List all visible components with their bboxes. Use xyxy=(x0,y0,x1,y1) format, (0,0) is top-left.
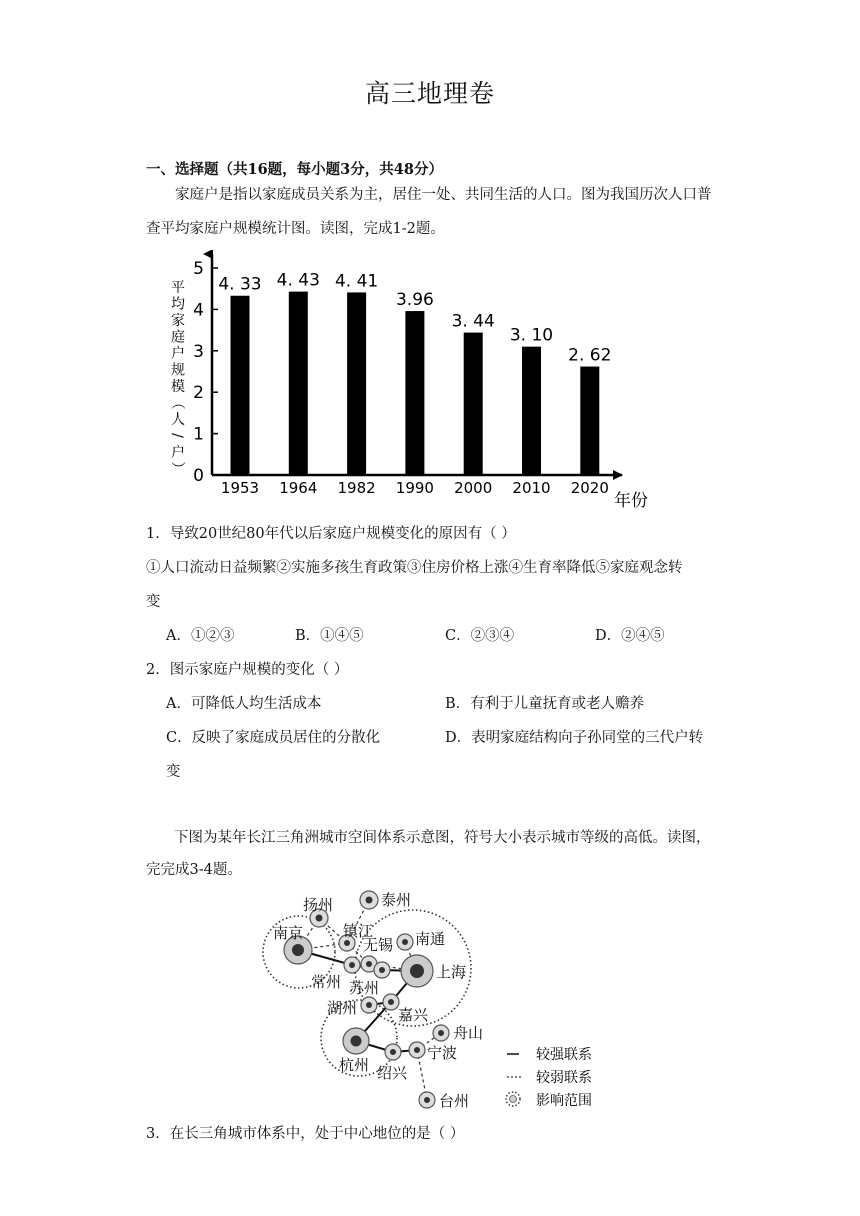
city-taizhou-js xyxy=(360,891,378,909)
intro-paragraph-2-cont: 完完成3-4题。 xyxy=(146,862,242,878)
label-yangzhou: 扬州 xyxy=(303,896,334,914)
yrd-city-map xyxy=(255,880,615,1116)
label-suzhou: 苏州 xyxy=(349,979,380,997)
city-jiaxing xyxy=(383,994,399,1010)
legend-weak: 较弱联系 xyxy=(536,1070,592,1086)
y-tick-label: 0 xyxy=(193,466,204,486)
y-axis-label-char: 庭 xyxy=(171,329,185,346)
label-nantong: 南通 xyxy=(415,930,446,948)
label-shaoxing: 绍兴 xyxy=(377,1064,408,1082)
section-heading: 一、选择题（共16题，每小题3分，共48分） xyxy=(146,161,443,178)
q2-stem: 2．图示家庭户规模的变化（ ） xyxy=(146,662,349,678)
label-hangzhou: 杭州 xyxy=(339,1056,370,1074)
bar-value-label: 4. 33 xyxy=(218,274,262,295)
bar-2020 xyxy=(580,367,599,475)
y-tick-label: 4 xyxy=(193,300,204,321)
y-axis-label-char: 规 xyxy=(171,362,185,379)
y-axis-label-char: 平 xyxy=(171,280,185,296)
household-size-chart xyxy=(160,250,660,512)
x-tick-label: 1953 xyxy=(220,479,260,497)
q1-option-d[interactable]: D．②④⑤ xyxy=(595,628,665,644)
y-axis-label-char: 户 xyxy=(171,346,185,362)
q1-stem: 1．导致20世纪80年代以后家庭户规模变化的原因有（ ） xyxy=(146,526,516,542)
x-tick-label: 2000 xyxy=(454,479,493,497)
x-tick-label: 2010 xyxy=(512,479,551,497)
x-tick-label: 1990 xyxy=(395,479,434,497)
city-ningbo xyxy=(409,1042,425,1058)
bar-1964 xyxy=(289,292,308,475)
q1-option-c[interactable]: C．②③④ xyxy=(445,628,515,644)
q2-option-c[interactable]: C．反映了家庭成员居住的分散化 xyxy=(166,730,381,746)
q2-option-b[interactable]: B．有利于儿童抚育或老人赡养 xyxy=(445,696,645,712)
city-nantong xyxy=(397,934,413,950)
label-zhoushan: 舟山 xyxy=(453,1024,484,1042)
label-ningbo: 宁波 xyxy=(427,1044,458,1062)
bar-value-label: 4. 43 xyxy=(276,270,320,291)
x-tick-label: 1964 xyxy=(279,479,318,497)
q1-option-a[interactable]: A．①②③ xyxy=(166,628,235,644)
bar-2000 xyxy=(464,333,483,475)
bar-value-label: 2. 62 xyxy=(568,345,612,366)
q2-option-a[interactable]: A．可降低人均生活成本 xyxy=(166,696,322,712)
y-tick-label: 3 xyxy=(193,341,204,362)
bar-value-label: 3.96 xyxy=(395,290,434,311)
map-legend xyxy=(506,1047,592,1109)
city-taizhou-zj xyxy=(419,1092,435,1108)
x-tick-label: 1982 xyxy=(337,479,376,497)
y-axis-label-char: 户 xyxy=(171,445,185,461)
city-shanghai xyxy=(401,955,433,987)
y-axis-label-char: 人 xyxy=(171,412,185,428)
city-hangzhou xyxy=(343,1028,369,1054)
label-wuxi: 无锡 xyxy=(363,936,394,954)
label-changzhou: 常州 xyxy=(311,973,342,991)
city-changzhou xyxy=(344,957,360,973)
label-jiaxing: 嘉兴 xyxy=(398,1006,429,1024)
bar-2010 xyxy=(522,347,541,475)
intro-paragraph-2: 下图为某年长江三角洲城市空间体系示意图，符号大小表示城市等级的高低。读图， xyxy=(174,830,711,846)
q1-statements: ①人口流动日益频繁②实施多孩生育政策③住房价格上涨④生育率降低⑤家庭观念转 xyxy=(146,560,683,576)
q2-option-d-cont: 变 xyxy=(166,764,181,780)
city-suzhou xyxy=(374,962,390,978)
y-axis-label-char: （ xyxy=(169,395,185,410)
label-huzhou: 湖州 xyxy=(327,999,358,1017)
x-tick-label: 2020 xyxy=(570,479,609,497)
q1-option-b[interactable]: B．①④⑤ xyxy=(295,628,364,644)
city-zhoushan xyxy=(433,1025,449,1041)
bar-1990 xyxy=(405,311,424,475)
q3-stem: 3．在长三角城市体系中，处于中心地位的是（ ） xyxy=(146,1126,465,1142)
city-shaoxing xyxy=(385,1044,401,1060)
bar-value-label: 3. 44 xyxy=(451,311,495,332)
bar-1982 xyxy=(347,292,366,475)
bar-value-label: 3. 10 xyxy=(509,325,554,346)
y-axis-label-char: 模 xyxy=(171,379,185,395)
x-axis-label: 年份 xyxy=(614,491,648,511)
q2-option-d[interactable]: D．表明家庭结构向子孙同堂的三代户转 xyxy=(445,730,704,746)
y-tick-label: 5 xyxy=(193,259,204,279)
label-shanghai: 上海 xyxy=(436,963,467,981)
y-axis-label-char: / xyxy=(169,433,185,438)
y-axis-label-char: 均 xyxy=(171,296,185,313)
intro-paragraph-1: 家庭户是指以家庭成员关系为主，居住一处、共同生活的人口。图为我国历次人口普查平均家庭户规模统计图。读图，完成1-2题。 xyxy=(146,187,712,237)
bar-value-label: 4. 41 xyxy=(334,271,379,292)
page-title: 高三地理卷 xyxy=(364,79,495,108)
label-taizhou-zj: 台州 xyxy=(439,1092,470,1110)
y-tick-label: 2 xyxy=(193,383,204,404)
y-axis-label-char: ） xyxy=(169,461,185,476)
city-huzhou xyxy=(361,997,377,1013)
legend-range: 影响范围 xyxy=(536,1093,592,1109)
bar-1953 xyxy=(231,296,250,475)
q1-statements-cont: 变 xyxy=(146,594,161,610)
label-zhenjiang: 镇江 xyxy=(343,922,374,940)
legend-strong: 较强联系 xyxy=(536,1047,592,1063)
y-tick-label: 1 xyxy=(193,424,204,445)
label-nanjing: 南京 xyxy=(273,924,304,942)
y-axis-label-char: 家 xyxy=(171,313,185,329)
label-taizhou-js: 泰州 xyxy=(381,891,412,909)
